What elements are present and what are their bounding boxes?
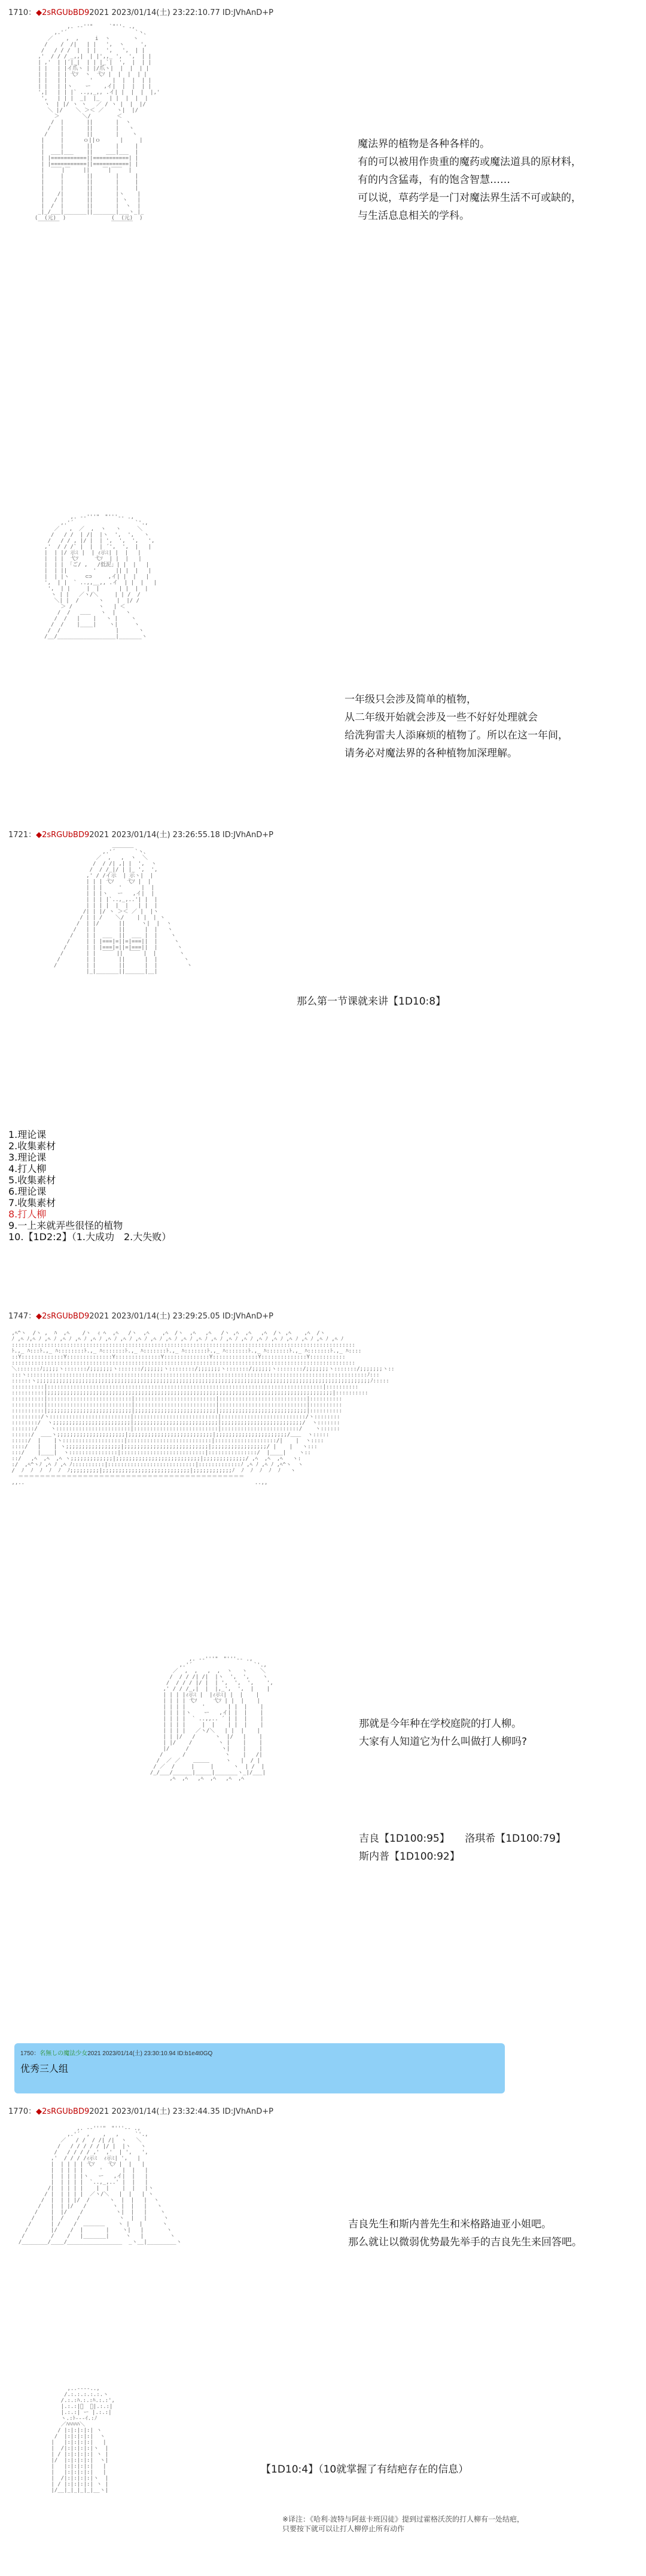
- post-date: 2023/01/14(土) 23:30:10.94 ID:b1e4t0GQ: [102, 2050, 213, 2057]
- narration-line: 可以说，草药学是一门对魔法界生活不可或缺的，: [358, 192, 581, 204]
- ascii-art: ＿＿＿＿ ,.'´ `ヽ、 ／ , , ヽ ＼ / / /| ,| | ', ヽ / / /_|/ | |_ ', ', ,' / /イ示 | 示ヽ| | | | | 弋ｿ 弋ｿ | | | | | ' | | | | |ヽ ー ,イ| | | | | |`..,_,..'| | | | | | | | | | | | /| | |/ ヽ ＞＜ ／ | |ヽ / | | / ＼/ | | | ヽ / | |/ || ヽ| | ヽ / | | || | | ヽ / | | ___ || ___ | | ヽ / | | |===|=||=|===|| | ヽ / | | |===|=||=|===|| | ヽ / | | ￣￣ || ￣￣ | | ヽ / | | || | | ヽ / | | || | | ヽ |_|_______||______|__|: [54, 843, 193, 975]
- narration-line: 有的可以被用作贵重的魔药或魔法道具的原材料，: [358, 156, 581, 168]
- choice-item: 10.【1D2:2】（1.大成功 2.大失败）: [8, 1231, 172, 1243]
- dice-rolls: [359, 1830, 566, 1866]
- note-line: 只要按下就可以让打人柳停止所有动作: [282, 2525, 405, 2533]
- narration-block: [348, 2215, 582, 2251]
- reply-post: [14, 2043, 505, 2093]
- narration-block: [261, 2461, 468, 2479]
- trip[interactable]: ◆2sRGUbBD9: [36, 831, 90, 840]
- ascii-art: ,ﾍ^ヽ /ヽ , ﾊ ,ﾍ /ヽ ｨ ﾍ ,ﾍ /ヽ ,ﾍ ,ﾍ /ヽ ,ﾍ ,ﾍ /ヽ ,ﾍ ,ﾍ ,ﾍ /ヽ ,ﾍ ,ﾍ /ヽ ﾉ ,ﾍ ﾉ,ﾍ ﾉ ,ﾍ ﾉ ,ﾍ ﾉ ,ﾍ ﾉ ,ﾍ ﾉ ,ﾍ ﾉ ,ﾍ ﾉ ,ﾍ ﾉ ,ﾍ ﾉ ,ﾍ ﾉ ,ﾍ ﾉ ,ﾍ ﾉ ,ﾍ ﾉ ,ﾍ ﾉ ,ﾍ ﾉ ,ﾍ ﾉ ,ﾍ ﾉ ,ﾍ ﾉ ,ﾍ ﾉ ,ﾍ ﾉ ,ﾍ ﾉ :::::::::::::::::::::::::::::::::::::::::::::::::::::::::::::::::::::::::::::::::::::::::::::::::::::::::: ﾄ.,_ ﾊ:::ﾄ.,_ ﾊ::::::::ﾄ.,_ ﾊ:::::::ﾄ.,_ ﾊ:::::::ﾄ.,_ ﾊ:::::::ﾄ.,_ ﾊ:::::::ﾄ.,_ ﾊ:::::::ﾄ.,_ ﾊ:::::::ﾄ.,_ ﾊ:::: ::Y:::::::::::::Y::::::::::::::Y::::::::::::::Y::::::::::::::Y::::::::::::::Y::::::::::::::Y::::::::::: :::::::::::::::::::::::::::::::::::::::::::::::::::::::::::::::::::::::::::::::::::::::::::::::::::::::::: ＼:::::::ﾉ;;;;;ヽ:::::::/;;;;;;;ヽ:::::::/;;;;;;ヽ::::::::/;;;;;;;ヽ:::::::/;;;;;;ヽ::::::::/;;;;;;;ヽ:::::::/;;;;;;;ヽ:: :::ヽ:::::::::::::::::::::::::::::::::::::::::::::::::::::::::::::::::::::::::::::::::::::::::::::::::::::::::ﾉ::: ::::::ヽ;;;;;;;;;;;;;;;;;;;;;;;;;;;;;;;;;;;;;;;;;;;;;;;;;;;;;;;;;;;;;;;;;;;;;;;;;;;;;;;;;;;;;;;;;;;;;;;;;;;;;;;ﾉ::::: ::::::::::|:::::::::::::::::::::::::::::::::::::::::::::::::::::::::::::::::::::::::::::::::::::|:::::::::: ::::::::::|;;;;;;;;;;;;;;;;;;;;;;;;;;;;;;;;;;;;;;;;;;;;;;;;;;;;;;;;;;;;;;;;;;;;;;;;;;;;;;;;;;;;;;;;|:::::::::: ::::::::::|::::::::::::::::::::::::::|:::::::::::::::::::::::::|:::::::::::::::::::::::::::|:::::::::: ::::::::::|::::::::::::::::::::::::::|:::::::::::::::::::::::::|:::::::::::::::::::::::::::|:::::::::: ::::::::::|;;;;;;;;;;;;;;;;;;;;;;;;;;|;;;;;;;;;;;;;;;;;;;;;;;;;|;;;;;;;;;;;;;;;;;;;;;;;;;;;|:::::::::: :::::::::/ヽ:::::::::::::::::::::::::|::::::::::::::::::::::::::|::::::::::::::::::::::::::/ヽ:::::::: ::::::::/ ヽ;;;;;;;;;;;;;;;;;;;;;;;;|;;;;;;;;;;;;;;;;;;;;;;;;;;|;;;;;;;;;;;;;;;;;;;;;;;;;/ ヽ::::::: :::::::/ ヽ:::::::::::::::::::::::|::::::::::::::::::::::::::|::::::::::::::::::::::::/ ヽ:::::: ::::::/ ＿＿ヽ;;;;;;;;;;;;;;;;;;;;;|;;;;;;;;;;;;;;;;;;;;;;;;;;|;;;;;;;;;;;;;;;;;;;;;;/＿＿ ヽ::::: :::::/ | |ヽ:::::::::::::::::::|::::::::::::::::::::::::::|:::::::::::::::::::/| | ヽ:::: ::::/ | | ヽ;;;;;;;;;;;;;;;;;|;;;;;;;;;;;;;;;;;;;;;;;;;;|;;;;;;;;;;;;;;;;;/ | | ヽ::: :::/ |____| ヽ:::::::::::::::|::::::::::::::::::::::::::|:::::::::::::::/ |____| ヽ:: ::/ ,ﾍ ,ﾍ ,ﾍ ヽ;;;;;;;;;;;;;|;;;;;;;;;;;;;;;;;;;;;;;;;;|;;;;;;;;;;;;;/ ,ﾍ ,ﾍ ,ﾍ ヽ: :/ ,ﾍ^ヽﾉ ,ﾍ ﾉ ,ﾍ ﾉ::::::::::|:::::::::::::::::::::::::::|:::::::::::::ﾉ ,ﾍ ﾉ ,ﾍ ﾉ ,ﾍ^ヽ ヽ / ﾉ ﾉ ﾉ ﾉ ﾉ ﾉ;;;;;;;;;|;;;;;;;;;;;;;;;;;;;;;;;;;;;|;;;;;;;;;;;;ﾉ ﾉ ﾉ ﾉ ﾉ ﾉ ヽ ＝＝＝＝＝＝＝＝＝＝＝＝＝＝＝＝＝＝＝＝＝＝＝＝＝＝＝＝＝＝＝＝＝＝＝＝＝＝＝＝＝＝ ,,.. ..,,: [11, 1330, 395, 1486]
- ascii-art: ,. -‐'''"￣"'''‐- ., ,.'´ `'., ／ , ／ , ヽ ヽ ＼ / / / | /| |ヽ ', ', ヽ / / / , |/ | | ', ', ', ', ,' / / /` | | | ´', ', | | | | |/ 示ﾐ | | ｨ示ﾐ| | | | | | | 弋ｿ 弋ｿ | | | | | | | 「ご/ , /低泥」| | | | | | || ' || | | | | | |ヽ ⊂⊃ ,イ| | | | ', | | ` ..,,__,, .イ | | | | ', | | | | | | | | ヽ | | ／ヽ/＼ | | / / ＼| | / ヽ | |/ / ＞ / ヽ | ＜ / / ＿＿ ヽ | ヽ / / | | ヽ | ヽ / / |____| ヽ| ヽ / / | ヽ /__/__________________|_______ヽ: [44, 514, 157, 640]
- narration-line: 那么第一节课就来讲【1D10:8】: [297, 996, 446, 1008]
- post-header: 1721：◆2sRGUbBD92021 2023/01/14(土) 23:26:55.18 ID:JVhAnD+P: [8, 831, 273, 840]
- post-date: 2023/01/14(土) 23:22:10.77 ID:JVhAnD+P: [111, 8, 273, 17]
- translator-note: [282, 2514, 524, 2534]
- post-number: 1750: [20, 2050, 34, 2057]
- trip-mark: 2021: [89, 1312, 109, 1321]
- trip-mark: 2021: [87, 2050, 101, 2057]
- post-header: 1710：◆2sRGUbBD92021 2023/01/14(土) 23:22:10.77 ID:JVhAnD+P: [8, 8, 273, 17]
- post-date: 2023/01/14(土) 23:32:44.35 ID:JVhAnD+P: [111, 2107, 273, 2116]
- choice-item: 3.理论课: [8, 1152, 47, 1163]
- narration-line: 那么就让以微弱优势最先举手的吉良先生来回答吧。: [348, 2236, 582, 2248]
- narration-block: [345, 691, 568, 762]
- post-date: 2023/01/14(土) 23:29:25.05 ID:JVhAnD+P: [111, 1312, 273, 1321]
- dice-roll: 斯内普【1D100:92】: [359, 1851, 460, 1863]
- choice-item: 1.理论课: [8, 1129, 47, 1140]
- choice-item: 4.打人柳: [8, 1163, 47, 1174]
- choice-item: 5.收集素材: [8, 1174, 56, 1186]
- choice-item: 7.收集素材: [8, 1197, 56, 1208]
- post-number: 1710: [8, 8, 29, 17]
- choice-item: 2.收集素材: [8, 1140, 56, 1152]
- dice-roll: 洛琪希【1D100:79】: [465, 1833, 566, 1845]
- post-date: 2023/01/14(土) 23:26:55.18 ID:JVhAnD+P: [111, 831, 273, 840]
- narration-block: [297, 993, 446, 1011]
- narration-line: 【1D10:4】（10就掌握了有结疤存在的信息）: [261, 2464, 469, 2476]
- narration-block: [359, 1715, 527, 1751]
- narration-line: 给洗狗雷夫人添麻烦的植物了。所以在这一年间，: [345, 730, 568, 741]
- choice-list: [8, 1129, 171, 1243]
- narration-line: 吉良先生和斯内普先生和米格路迪亚小姐吧。: [348, 2218, 551, 2230]
- trip[interactable]: ◆2sRGUbBD9: [36, 2107, 90, 2116]
- reply-header: 1750：名無しの魔法少女2021 2023/01/14(土) 23:30:10.94 ID:b1e4t0GQ: [20, 2050, 213, 2057]
- dice-roll: 吉良【1D100:95】: [359, 1833, 445, 1845]
- post-header: 1770：◆2sRGUbBD92021 2023/01/14(土) 23:32:44.35 ID:JVhAnD+P: [8, 2107, 273, 2116]
- poster-name[interactable]: 名無しの魔法少女: [39, 2050, 88, 2057]
- trip-mark: 2021: [89, 8, 109, 17]
- narration-line: 魔法界的植物是各种各样的。: [358, 138, 490, 150]
- post-number: 1770: [8, 2107, 29, 2116]
- narration-line: 一年级只会涉及简单的植物，: [345, 694, 477, 706]
- post-header: 1747：◆2sRGUbBD92021 2023/01/14(土) 23:29:25.05 ID:JVhAnD+P: [8, 1312, 273, 1321]
- narration-line: 那就是今年种在学校庭院的打人柳。: [359, 1718, 522, 1730]
- ascii-art: ,..-‐‐-.., /.:.:.:.:.:.ヽ /.:.:ﾊ.:.:ﾊ.:.:', |.:.:|ﾟ ﾟ|.:.:| |.:.:| ー |.:.:| ヽ.:ﾄ-‐-ｲ.:ﾉ ／ﾊﾊﾊﾊﾊ＼ / |:|:|:|:| ヽ / |:|:|:|:| ヽ | |:|:|:|:| | | /|:|:|:|:|ヽ | | / |:|:|:|:| ヽ | |/ |:|:|:|:| ヽ| | |:|:|:|:| | | |:|:|:|:| | | /|:|:|:|:|ヽ | | / |:|:|:|:| ヽ | |/__|_|_|_|_|__ヽ|: [51, 2386, 115, 2493]
- trip[interactable]: ◆2sRGUbBD9: [36, 1312, 90, 1321]
- choice-item: 6.理论课: [8, 1186, 47, 1197]
- narration-line: 有的内含猛毒，有的饱含智慧……: [358, 174, 510, 186]
- trip-mark: 2021: [89, 831, 109, 840]
- trip[interactable]: ◆2sRGUbBD9: [36, 8, 90, 17]
- choice-item: 9.一上来就弄些很怪的植物: [8, 1220, 123, 1231]
- note-line: ※译注：《哈利·波特与阿兹卡班囚徒》提到过霍格沃茨的打人柳有一处结疤，: [282, 2515, 525, 2523]
- narration-block: [358, 135, 581, 225]
- ascii-art: ,. -‐'''"￣"'''‐- ., ,.'´ `'., ／ , , , , ヽ ヽ ＼ / / / /| /| |ヽ ', ', ヽ / / / / |/ | | ', ', ', ', ,' / / /_,| | |,_', ', | | | | | |ｨ示ﾐ | |ｨ示ﾐ| | | | | | | | 弋ｿ 弋ｿ | | | | | | | | ' | | | | | | | |ヽ ー ,イ| | | | | | | | ` ..,,.. ´ | | | | | | | | | | | | | | | | | | ／ヽ/＼ | | | | | | |/ / ヽ |/ | | | |/ / ヽ | | | |/ / ヽ| | | / / ヽ | /| / ／ ／ ＿＿＿ ヽ | / | / ／ / | | ヽ | / | /_/___/______|_____|_______ヽ_|/___| ,ﾍ ,ﾍ ,ﾍ ,ﾍ ,ﾍ ,ﾍ: [150, 1656, 273, 1782]
- post-number: 1721: [8, 831, 29, 840]
- narration-line: 与生活息息相关的学科。: [358, 210, 470, 222]
- choice-item-selected: 8.打人柳: [8, 1208, 47, 1220]
- narration-line: 从二年级开始就会涉及一些不好好处理就会: [345, 712, 538, 724]
- narration-line: 大家有人知道它为什么叫做打人柳吗?: [359, 1736, 528, 1748]
- ascii-art: ,. -‐'''"￣"'''‐- ., ,.'´ , , , `'., ／ / / / /| /| ヽ ＼ / / / / / / |/ | |ヽ ヽ / / / / / ,' ,' | ', ', ,' / / / /ｨ示ﾐ ｨ示ﾐ| ', | | | | | | 弋ｿ 弋ｿ | | | | | | | | ' | | | | | | | |ヽ ー ,イ| | | | | | | | `..,_,..' | | | /| | | | | | | | | |ヽ / | | | | | ／ヽ/＼ | | | ヽ / | | | |/ / ヽ | | | ヽ / | | |/ / ヽ | | | ヽ / | |/ / ヽ| | | ヽ / | / / ヽ | | ヽ / | / / ＿＿＿＿ ヽ | | ヽ / |/ / | | ヽ| | ヽ / / / |_______| ヽ | ヽ /________/____/_________________ _ヽ__|_________ヽ: [18, 2126, 182, 2245]
- trip-mark: 2021: [89, 2107, 109, 2116]
- narration-line: 请务必对魔法界的各种植物加深理解。: [345, 747, 517, 759]
- reply-message: 优秀三人组: [20, 2064, 69, 2074]
- ascii-art: ,. -‐''"￣￣￣`"''‐ ., ,.'´ `ヽ、 ／ , , i ヽ ヽ / / /| | | ', ヽ ', / / / / | | | ', ', | | ,' / / / _,,| | |',,_ ', ', | | | ,' | |´|_| | | |_`| ', | | | | | | |イ爪ヽ | |/爪ヽ| | | | | | | | | 弋ｿ ヽ 弋ｿ | | | | | | | | | ' | | | | | | | | |ヽ ー ,イ| | | | | ',| | | |` ..,,_,, .イ| | | | |,' ', | | | _| |_ | | | | | ヽ | |/ ヽ ヽ ／ / ヽ | | |/ ＼ |/ ＼ ＞＜ ／ ヽ| |/ ＞ ＼/ ＜ / | || | ヽ / | || | ヽ / | || | ヽ | | ｏ||ｏ | | | | || | | | ___|___ || ___|___ | | |===========||===========| | | |===========||===========| | | ￣￣|￣ || ￣|￣￣ | | | || | | | | || | | | | || | | | /| || |ヽ | | / | || | ヽ | | / | || | ヽ | _|_/___|_______||_______|___ヽ_|_ ( (元) ) ( (元) ) ￣￣￣￣ ￣￣￣￣: [34, 24, 160, 227]
- post-number: 1747: [8, 1312, 29, 1321]
